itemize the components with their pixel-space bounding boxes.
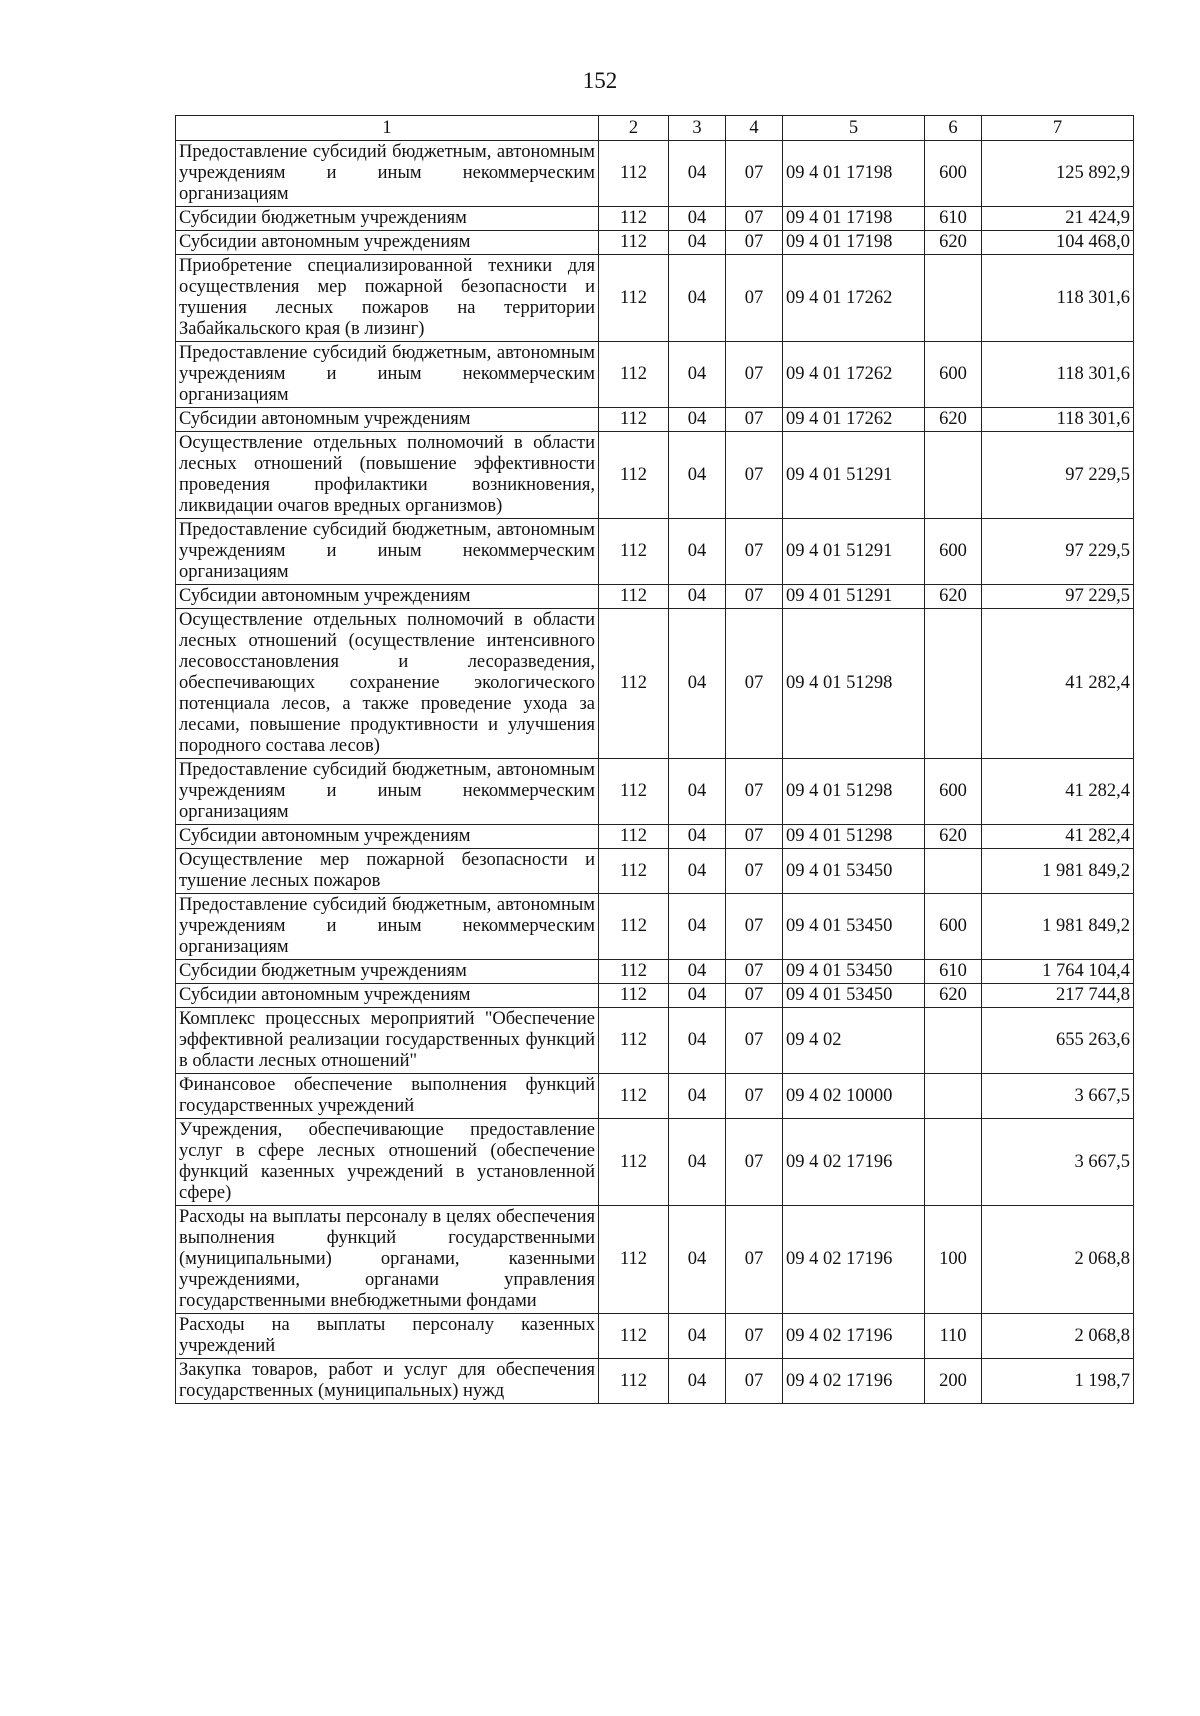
section-code-cell: 04 [669,1314,726,1359]
row-name-cell: Предоставление субсидий бюджетным, автономным учреждениям и иным некоммерческим организациям [176,342,599,408]
amount-cell: 97 229,5 [982,519,1134,585]
table-row [176,432,1134,519]
table-row [176,1206,1134,1314]
table-row [176,960,1134,984]
subsection-code-cell: 07 [726,519,783,585]
section-code-cell: 04 [669,960,726,984]
subsection-code-cell: 07 [726,1359,783,1404]
expense-type-cell: 600 [925,342,982,408]
amount-cell: 97 229,5 [982,432,1134,519]
amount-cell: 118 301,6 [982,255,1134,342]
table-row [176,1359,1134,1404]
target-article-cell: 09 4 01 51291 [783,432,925,519]
amount-cell: 125 892,9 [982,141,1134,207]
section-code-cell: 04 [669,825,726,849]
expense-type-cell: 620 [925,825,982,849]
row-name-cell: Расходы на выплаты персоналу в целях обеспечения выполнения функций государственными (муниципальными) органами, казенными учреждениями, органами управления государственными внебюджетными фондами [176,1206,599,1314]
amount-cell: 3 667,5 [982,1074,1134,1119]
amount-cell: 104 468,0 [982,231,1134,255]
page-number: 152 [582,68,618,93]
amount-cell: 2 068,8 [982,1206,1134,1314]
section-code-cell: 04 [669,342,726,408]
table-body [176,141,1134,1404]
column-header: 3 [669,116,726,141]
chapter-code-cell: 112 [599,609,669,759]
expense-type-cell [925,255,982,342]
table-row [176,1008,1134,1074]
target-article-cell: 09 4 01 53450 [783,849,925,894]
budget-table [175,115,1134,1404]
chapter-code-cell: 112 [599,1008,669,1074]
section-code-cell: 04 [669,1074,726,1119]
chapter-code-cell: 112 [599,1119,669,1206]
expense-type-cell: 620 [925,408,982,432]
subsection-code-cell: 07 [726,585,783,609]
section-code-cell: 04 [669,585,726,609]
section-code-cell: 04 [669,1119,726,1206]
target-article-cell: 09 4 01 51291 [783,585,925,609]
expense-type-cell: 100 [925,1206,982,1314]
header-row [176,116,1134,141]
amount-cell: 1 764 104,4 [982,960,1134,984]
row-name-cell: Субсидии бюджетным учреждениям [176,960,599,984]
row-name-cell: Субсидии автономным учреждениям [176,984,599,1008]
subsection-code-cell: 07 [726,231,783,255]
table-row [176,894,1134,960]
subsection-code-cell: 07 [726,960,783,984]
column-header: 2 [599,116,669,141]
table-row [176,255,1134,342]
target-article-cell: 09 4 02 17196 [783,1119,925,1206]
section-code-cell: 04 [669,141,726,207]
expense-type-cell: 600 [925,894,982,960]
expense-type-cell [925,432,982,519]
section-code-cell: 04 [669,1359,726,1404]
subsection-code-cell: 07 [726,609,783,759]
amount-cell: 3 667,5 [982,1119,1134,1206]
column-header: 5 [783,116,925,141]
amount-cell: 41 282,4 [982,609,1134,759]
column-header: 6 [925,116,982,141]
section-code-cell: 04 [669,408,726,432]
amount-cell: 21 424,9 [982,207,1134,231]
table-row [176,207,1134,231]
amount-cell: 1 981 849,2 [982,849,1134,894]
chapter-code-cell: 112 [599,849,669,894]
chapter-code-cell: 112 [599,1314,669,1359]
target-article-cell: 09 4 01 51298 [783,609,925,759]
subsection-code-cell: 07 [726,984,783,1008]
target-article-cell: 09 4 01 53450 [783,894,925,960]
chapter-code-cell: 112 [599,759,669,825]
table-row [176,408,1134,432]
expense-type-cell: 600 [925,141,982,207]
table-row [176,519,1134,585]
chapter-code-cell: 112 [599,1359,669,1404]
row-name-cell: Субсидии автономным учреждениям [176,585,599,609]
amount-cell: 217 744,8 [982,984,1134,1008]
section-code-cell: 04 [669,759,726,825]
row-name-cell: Комплекс процессных мероприятий "Обеспечение эффективной реализации государственных функций в области лесных отношений" [176,1008,599,1074]
amount-cell: 1 198,7 [982,1359,1134,1404]
table-row [176,984,1134,1008]
expense-type-cell [925,1119,982,1206]
chapter-code-cell: 112 [599,1206,669,1314]
table-row [176,1314,1134,1359]
amount-cell: 41 282,4 [982,759,1134,825]
subsection-code-cell: 07 [726,1008,783,1074]
section-code-cell: 04 [669,984,726,1008]
section-code-cell: 04 [669,849,726,894]
chapter-code-cell: 112 [599,432,669,519]
amount-cell: 2 068,8 [982,1314,1134,1359]
subsection-code-cell: 07 [726,825,783,849]
row-name-cell: Закупка товаров, работ и услуг для обеспечения государственных (муниципальных) нужд [176,1359,599,1404]
row-name-cell: Осуществление отдельных полномочий в области лесных отношений (повышение эффективности проведения профилактики возникновения, ликвидации очагов вредных организмов) [176,432,599,519]
section-code-cell: 04 [669,432,726,519]
expense-type-cell: 620 [925,585,982,609]
table-row [176,342,1134,408]
target-article-cell: 09 4 01 51291 [783,519,925,585]
expense-type-cell: 610 [925,207,982,231]
chapter-code-cell: 112 [599,894,669,960]
section-code-cell: 04 [669,1008,726,1074]
subsection-code-cell: 07 [726,141,783,207]
expense-type-cell: 620 [925,231,982,255]
table-row [176,585,1134,609]
target-article-cell: 09 4 01 51298 [783,759,925,825]
row-name-cell: Субсидии автономным учреждениям [176,231,599,255]
chapter-code-cell: 112 [599,960,669,984]
chapter-code-cell: 112 [599,141,669,207]
target-article-cell: 09 4 01 51298 [783,825,925,849]
chapter-code-cell: 112 [599,207,669,231]
table-row [176,141,1134,207]
subsection-code-cell: 07 [726,1074,783,1119]
row-name-cell: Субсидии бюджетным учреждениям [176,207,599,231]
target-article-cell: 09 4 02 17196 [783,1206,925,1314]
target-article-cell: 09 4 01 53450 [783,984,925,1008]
column-header: 7 [982,116,1134,141]
subsection-code-cell: 07 [726,894,783,960]
target-article-cell: 09 4 01 17262 [783,342,925,408]
row-name-cell: Расходы на выплаты персоналу казенных учреждений [176,1314,599,1359]
expense-type-cell: 110 [925,1314,982,1359]
amount-cell: 1 981 849,2 [982,894,1134,960]
row-name-cell: Субсидии автономным учреждениям [176,825,599,849]
expense-type-cell [925,1008,982,1074]
amount-cell: 118 301,6 [982,342,1134,408]
target-article-cell: 09 4 02 17196 [783,1314,925,1359]
table-row [176,231,1134,255]
row-name-cell: Осуществление мер пожарной безопасности и тушение лесных пожаров [176,849,599,894]
section-code-cell: 04 [669,894,726,960]
row-name-cell: Финансовое обеспечение выполнения функций государственных учреждений [176,1074,599,1119]
expense-type-cell [925,849,982,894]
table-row [176,1119,1134,1206]
table-row [176,609,1134,759]
expense-type-cell: 200 [925,1359,982,1404]
target-article-cell: 09 4 02 [783,1008,925,1074]
target-article-cell: 09 4 02 17196 [783,1359,925,1404]
section-code-cell: 04 [669,1206,726,1314]
chapter-code-cell: 112 [599,1074,669,1119]
amount-cell: 655 263,6 [982,1008,1134,1074]
chapter-code-cell: 112 [599,255,669,342]
row-name-cell: Предоставление субсидий бюджетным, автономным учреждениям и иным некоммерческим организациям [176,759,599,825]
target-article-cell: 09 4 01 17198 [783,207,925,231]
table-row [176,1074,1134,1119]
subsection-code-cell: 07 [726,1119,783,1206]
subsection-code-cell: 07 [726,759,783,825]
subsection-code-cell: 07 [726,432,783,519]
column-header: 1 [176,116,599,141]
section-code-cell: 04 [669,519,726,585]
row-name-cell: Осуществление отдельных полномочий в области лесных отношений (осуществление интенсивного лесовосстановления и лесоразведения, обеспечивающих сохранение экологического потенциала лесов, а также проведение ухода за лесами, повышение продуктивности и улучшения породного состава лесов) [176,609,599,759]
chapter-code-cell: 112 [599,585,669,609]
subsection-code-cell: 07 [726,1314,783,1359]
subsection-code-cell: 07 [726,342,783,408]
row-name-cell: Приобретение специализированной техники для осуществления мер пожарной безопасности и тушения лесных пожаров на территории Забайкальского края (в лизинг) [176,255,599,342]
subsection-code-cell: 07 [726,408,783,432]
chapter-code-cell: 112 [599,231,669,255]
subsection-code-cell: 07 [726,849,783,894]
expense-type-cell: 600 [925,519,982,585]
target-article-cell: 09 4 01 53450 [783,960,925,984]
subsection-code-cell: 07 [726,255,783,342]
table-row [176,825,1134,849]
chapter-code-cell: 112 [599,408,669,432]
chapter-code-cell: 112 [599,825,669,849]
amount-cell: 97 229,5 [982,585,1134,609]
chapter-code-cell: 112 [599,342,669,408]
expense-type-cell [925,1074,982,1119]
table-row [176,759,1134,825]
amount-cell: 118 301,6 [982,408,1134,432]
section-code-cell: 04 [669,255,726,342]
expense-type-cell: 620 [925,984,982,1008]
expense-type-cell: 600 [925,759,982,825]
row-name-cell: Учреждения, обеспечивающие предоставление услуг в сфере лесных отношений (обеспечение функций казенных учреждений в установленной сфере) [176,1119,599,1206]
row-name-cell: Субсидии автономным учреждениям [176,408,599,432]
row-name-cell: Предоставление субсидий бюджетным, автономным учреждениям и иным некоммерческим организациям [176,894,599,960]
section-code-cell: 04 [669,207,726,231]
target-article-cell: 09 4 01 17198 [783,141,925,207]
subsection-code-cell: 07 [726,1206,783,1314]
chapter-code-cell: 112 [599,984,669,1008]
section-code-cell: 04 [669,231,726,255]
target-article-cell: 09 4 01 17198 [783,231,925,255]
section-code-cell: 04 [669,609,726,759]
row-name-cell: Предоставление субсидий бюджетным, автономным учреждениям и иным некоммерческим организациям [176,141,599,207]
target-article-cell: 09 4 01 17262 [783,255,925,342]
amount-cell: 41 282,4 [982,825,1134,849]
expense-type-cell: 610 [925,960,982,984]
column-header: 4 [726,116,783,141]
expense-type-cell [925,609,982,759]
target-article-cell: 09 4 01 17262 [783,408,925,432]
target-article-cell: 09 4 02 10000 [783,1074,925,1119]
row-name-cell: Предоставление субсидий бюджетным, автономным учреждениям и иным некоммерческим организациям [176,519,599,585]
table-row [176,849,1134,894]
subsection-code-cell: 07 [726,207,783,231]
chapter-code-cell: 112 [599,519,669,585]
